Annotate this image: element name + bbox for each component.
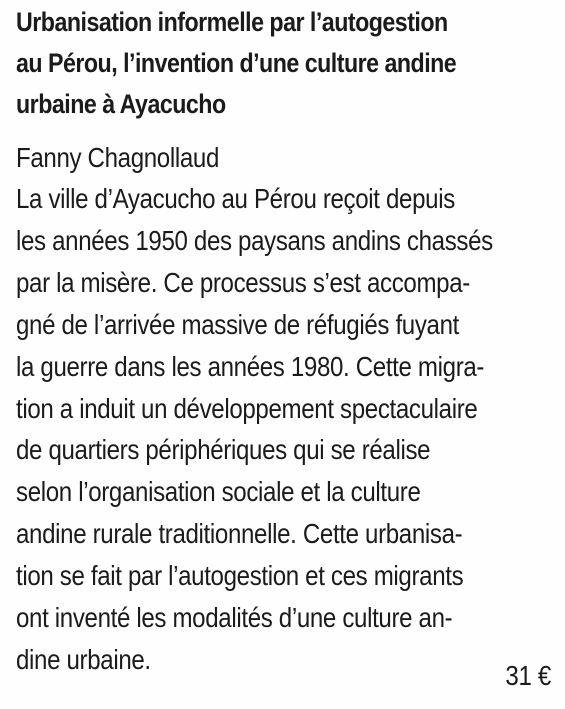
body-line: ont inventé les modalités d’une culture an- [16, 602, 453, 634]
title-line: Urbanisation informelle par l’autogestion [16, 7, 448, 37]
article-author: Fanny Chagnollaud [16, 142, 220, 173]
body-line: dine urbaine. [16, 643, 151, 675]
title-line: urbaine à Ayacucho [16, 89, 226, 119]
price-label: 31 € [505, 660, 551, 691]
body-line: tion a induit un développement spectaculaire [16, 392, 478, 424]
body-line: la guerre dans les années 1980. Cette migra- [16, 350, 485, 382]
body-line: tion se fait par l’autogestion et ces migrants [16, 560, 464, 592]
body-line: les années 1950 des paysans andins chassés [16, 224, 493, 256]
body-line: selon l’organisation sociale et la culture [16, 476, 421, 508]
article-title [16, 2, 480, 125]
title-line: au Pérou, l’invention d’une culture andine [16, 48, 457, 78]
article-body [16, 178, 549, 681]
next-entry-cropped-text [40, 703, 400, 709]
body-line: par la misère. Ce processus s’est accompa- [16, 266, 470, 298]
body-line: andine rurale traditionnelle. Cette urbanisa- [16, 518, 463, 550]
body-line: La ville d’Ayacucho au Pérou reçoit depuis [16, 183, 455, 214]
body-line: de quartiers périphériques qui se réalise [16, 434, 431, 466]
body-line: gné de l’arrivée massive de réfugiés fuyant [16, 308, 459, 340]
